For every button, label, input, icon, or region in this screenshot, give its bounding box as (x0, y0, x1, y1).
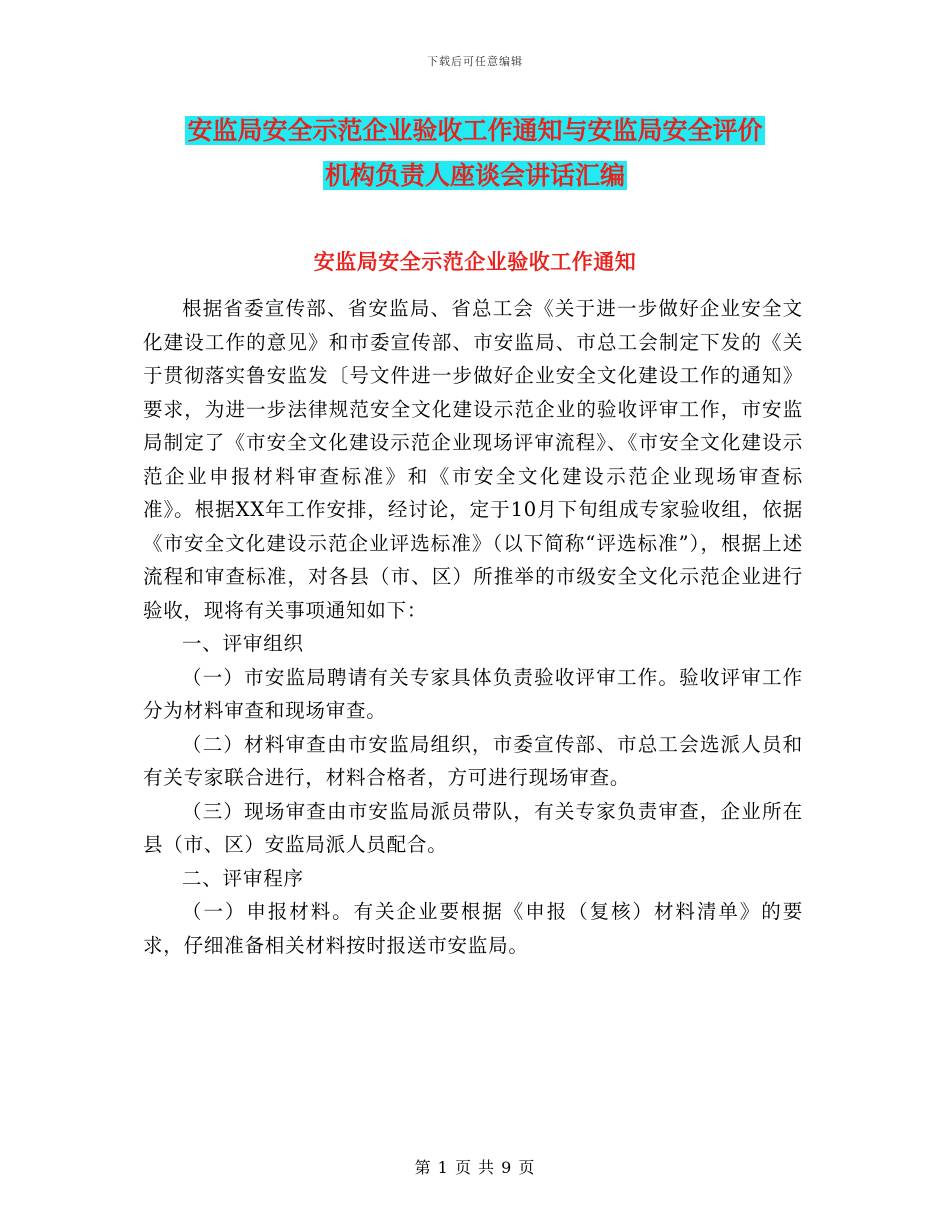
page-number: 第 1 页 共 9 页 (414, 1158, 536, 1177)
body-text (143, 292, 803, 962)
section-title: 安监局安全示范企业验收工作通知 (313, 250, 637, 274)
heading-review-procedure: 二、评审程序 (182, 866, 304, 890)
paragraph-item: （三）现场审查由市安监局派员带队，有关专家负责审查，企业所在县（市、区）安监局派人员配合。 (143, 799, 803, 856)
title-line-2: 机构负责人座谈会讲话汇编 (324, 161, 625, 190)
paragraph-item: （二）材料审查由市安监局组织，市委宣传部、市总工会选派人员和有关专家联合进行，材料合格者，方可进行现场审查。 (143, 732, 803, 789)
paragraph-item: （一）申报材料。有关企业要根据《申报（复核）材料清单》的要求，仔细准备相关材料按时报送市安监局。 (143, 900, 803, 957)
paragraph-intro: 根据省委宣传部、省安监局、省总工会《关于进一步做好企业安全文化建设工作的意见》和市委宣传部、市安监局、市总工会制定下发的《关于贯彻落实鲁安监发〔号文件进一步做好企业安全文化建设工作的通知》要求，为进一步法律规范安全文化建设示范企业的验收评审工作，市安监局制定了《市安全文化建设示范企业现场评审流程》、《市安全文化建设示范企业申报材料审查标准》和《市安全文化建设示范企业现场审查标准》。根据XX年工作安排，经讨论，定于10月下旬组成专家验收组，依据《市安全文化建设示范企业评选标准》（以下简称“评选标准”），根据上述流程和审查标准，对各县（市、区）所推举的市级安全文化示范企业进行验收，现将有关事项通知如下： (143, 297, 803, 622)
page-header: 下载后可任意编辑 (427, 55, 523, 68)
paragraph-item: （一）市安监局聘请有关专家具体负责验收评审工作。验收评审工作分为材料审查和现场审查。 (143, 665, 803, 722)
heading-review-organization: 一、评审组织 (182, 632, 304, 655)
title-line-1: 安监局安全示范企业验收工作通知与安监局安全评价 (187, 116, 763, 145)
document-title (0, 108, 950, 198)
